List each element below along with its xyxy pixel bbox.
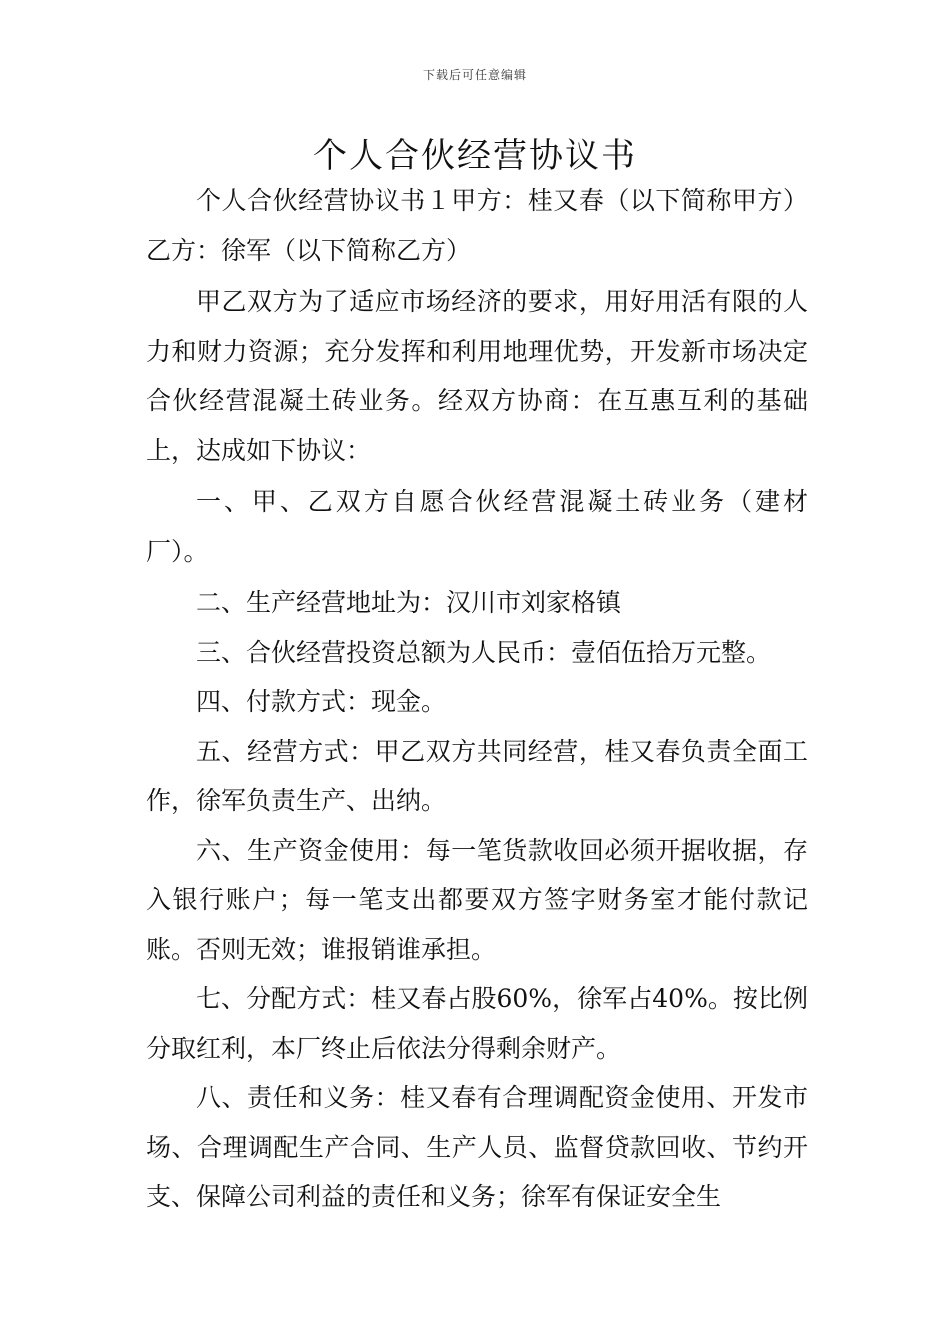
paragraph-parties: 个人合伙经营协议书１甲方：桂又春（以下简称甲方）乙方：徐军（以下简称乙方） — [146, 186, 808, 265]
paragraph-clause-3: 三、合伙经营投资总额为人民币：壹佰伍拾万元整。 — [196, 637, 772, 667]
paragraph-clause-5: 五、经营方式：甲乙双方共同经营，桂又春负责全面工作，徐军负责生产、出纳。 — [146, 736, 808, 815]
paragraph-clause-7: 七、分配方式：桂又春占股60%，徐军占40%。按比例分取红利，本厂终止后依法分得剩余财产。 — [146, 984, 808, 1063]
paragraph-clause-2: 二、生产经营地址为：汉川市刘家格镇 — [196, 588, 622, 617]
paragraph-clause-6: 六、生产资金使用：每一笔货款收回必须开据收据，存入银行账户；每一笔支出都要双方签字财务室才能付款记账。否则无效；谁报销谁承担。 — [146, 835, 808, 964]
paragraph-clause-4: 四、付款方式：现金。 — [196, 687, 447, 716]
paragraph-clause-1: 一、甲、乙双方自愿合伙经营混凝土砖业务（建材厂）。 — [146, 487, 808, 566]
paragraph-clause-8: 八、责任和义务：桂又春有合理调配资金使用、开发市场、合理调配生产合同、生产人员、监督贷款回收、节约开支、保障公司利益的责任和义务；徐军有保证安全生 — [146, 1083, 808, 1211]
document-body — [146, 176, 808, 1222]
paragraph-preamble: 甲乙双方为了适应市场经济的要求，用好用活有限的人力和财力资源；充分发挥和利用地理优势，开发新市场决定合伙经营混凝土砖业务。经双方协商：在互惠互利的基础上，达成如下协议： — [146, 287, 808, 465]
document-title: 个人合伙经营协议书 — [313, 136, 637, 176]
header-note: 下载后可任意编辑 — [422, 68, 527, 82]
